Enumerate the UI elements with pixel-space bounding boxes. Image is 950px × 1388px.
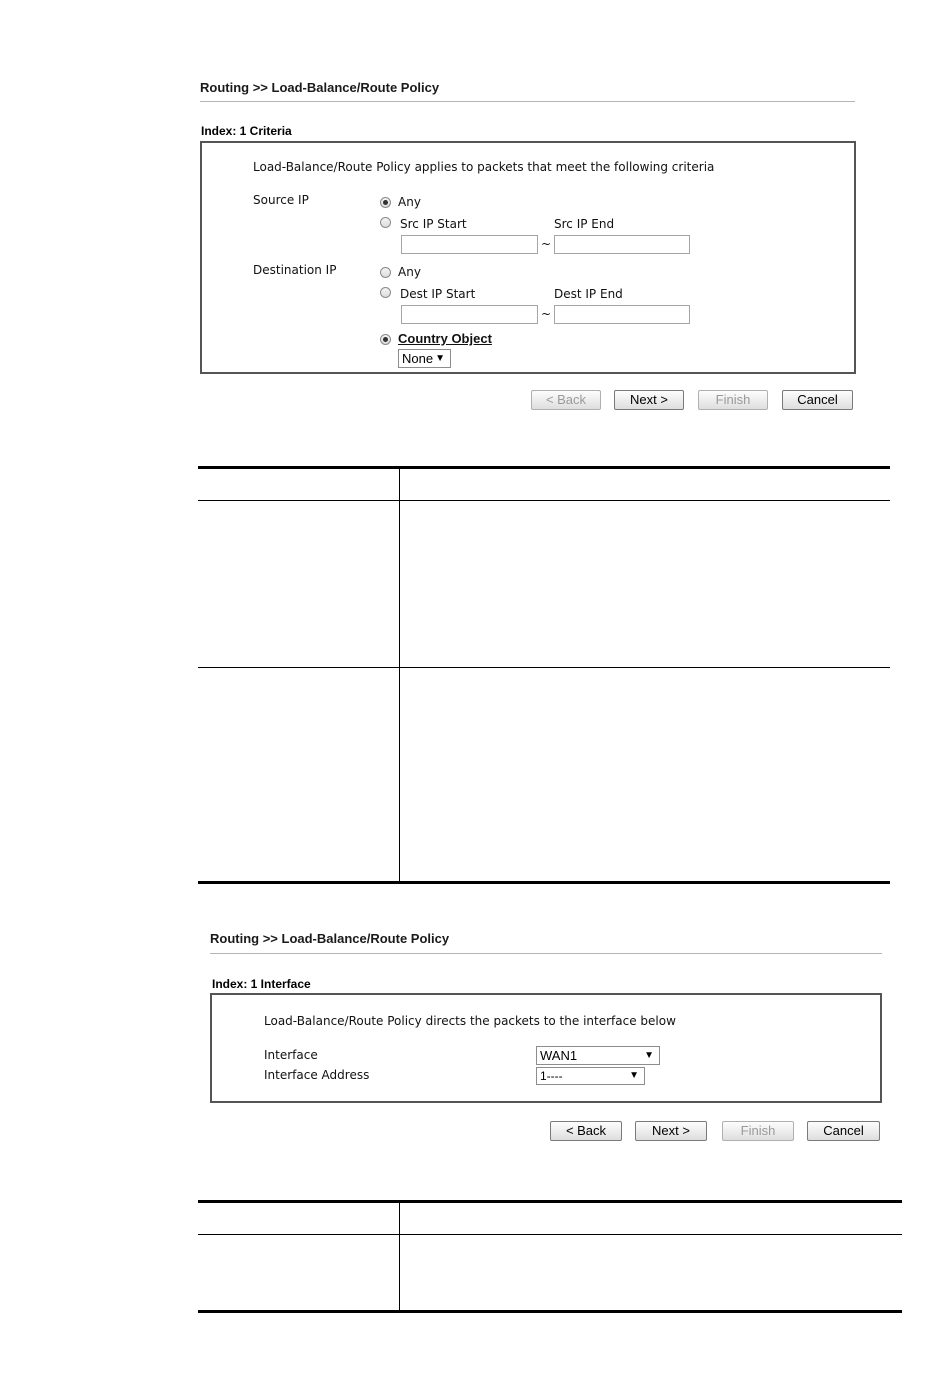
- criteria-intro: Load-Balance/Route Policy applies to packets that meet the following criteria: [253, 160, 715, 174]
- chevron-down-icon: ▼: [644, 1050, 654, 1061]
- interface-address-label: Interface Address: [264, 1068, 370, 1082]
- table-column-divider: [399, 467, 400, 882]
- destination-ip-label: Destination IP: [253, 263, 337, 277]
- index-title-2: Index: 1 Interface: [212, 977, 311, 991]
- interface-value: WAN1: [540, 1048, 578, 1063]
- back-button-2[interactable]: < Back: [550, 1121, 622, 1141]
- dest-ip-end-label: Dest IP End: [554, 287, 623, 301]
- interface-label: Interface: [264, 1048, 318, 1062]
- source-ip-any-radio[interactable]: [380, 197, 391, 208]
- back-button[interactable]: < Back: [531, 390, 601, 410]
- interface-intro: Load-Balance/Route Policy directs the packets to the interface below: [264, 1014, 676, 1028]
- table-bottom-rule: [198, 1310, 902, 1313]
- dest-ip-start-input[interactable]: [401, 305, 538, 324]
- next-button[interactable]: Next >: [614, 390, 684, 410]
- breadcrumb-divider-2: [210, 953, 882, 954]
- cancel-button-2[interactable]: Cancel: [807, 1121, 880, 1141]
- table-header-rule: [198, 500, 890, 501]
- next-button-2[interactable]: Next >: [635, 1121, 707, 1141]
- dest-ip-start-label: Dest IP Start: [400, 287, 476, 301]
- source-ip-label: Source IP: [253, 193, 309, 207]
- table-top-rule: [198, 1200, 902, 1203]
- src-ip-start-label: Src IP Start: [400, 217, 467, 231]
- interface-address-select[interactable]: [536, 1067, 645, 1085]
- country-object-radio[interactable]: [380, 334, 391, 345]
- destination-ip-any-label: Any: [398, 265, 421, 279]
- src-ip-end-label: Src IP End: [554, 217, 615, 231]
- dest-ip-tilde: ~: [541, 307, 552, 321]
- src-ip-start-input[interactable]: [401, 235, 538, 254]
- chevron-down-icon: ▼: [435, 353, 445, 364]
- index-title: Index: 1 Criteria: [201, 124, 292, 138]
- country-object-select[interactable]: [398, 349, 451, 368]
- table-bottom-rule: [198, 881, 890, 884]
- page-breadcrumb-2: Routing >> Load-Balance/Route Policy: [210, 931, 450, 946]
- table-top-rule: [198, 466, 890, 469]
- src-ip-end-input[interactable]: [554, 235, 690, 254]
- finish-button-2[interactable]: Finish: [722, 1121, 794, 1141]
- country-object-value: None: [402, 351, 434, 366]
- destination-ip-range-radio[interactable]: [380, 287, 391, 298]
- chevron-down-icon: ▼: [629, 1070, 639, 1081]
- table-header-rule: [198, 1234, 902, 1235]
- dest-ip-end-input[interactable]: [554, 305, 690, 324]
- interface-address-value: 1----: [540, 1069, 563, 1083]
- criteria-panel: [200, 141, 856, 374]
- page-breadcrumb: Routing >> Load-Balance/Route Policy: [200, 80, 440, 95]
- src-ip-tilde: ~: [541, 237, 552, 251]
- interface-panel: [210, 993, 882, 1103]
- source-ip-range-radio[interactable]: [380, 217, 391, 228]
- destination-ip-any-radio[interactable]: [380, 267, 391, 278]
- breadcrumb-divider: [200, 101, 855, 102]
- table-row-rule: [198, 667, 890, 668]
- cancel-button[interactable]: Cancel: [782, 390, 853, 410]
- interface-select[interactable]: [536, 1046, 660, 1065]
- finish-button[interactable]: Finish: [698, 390, 768, 410]
- source-ip-any-label: Any: [398, 195, 421, 209]
- country-object-link[interactable]: Country Object: [398, 331, 492, 346]
- table-column-divider: [399, 1201, 400, 1311]
